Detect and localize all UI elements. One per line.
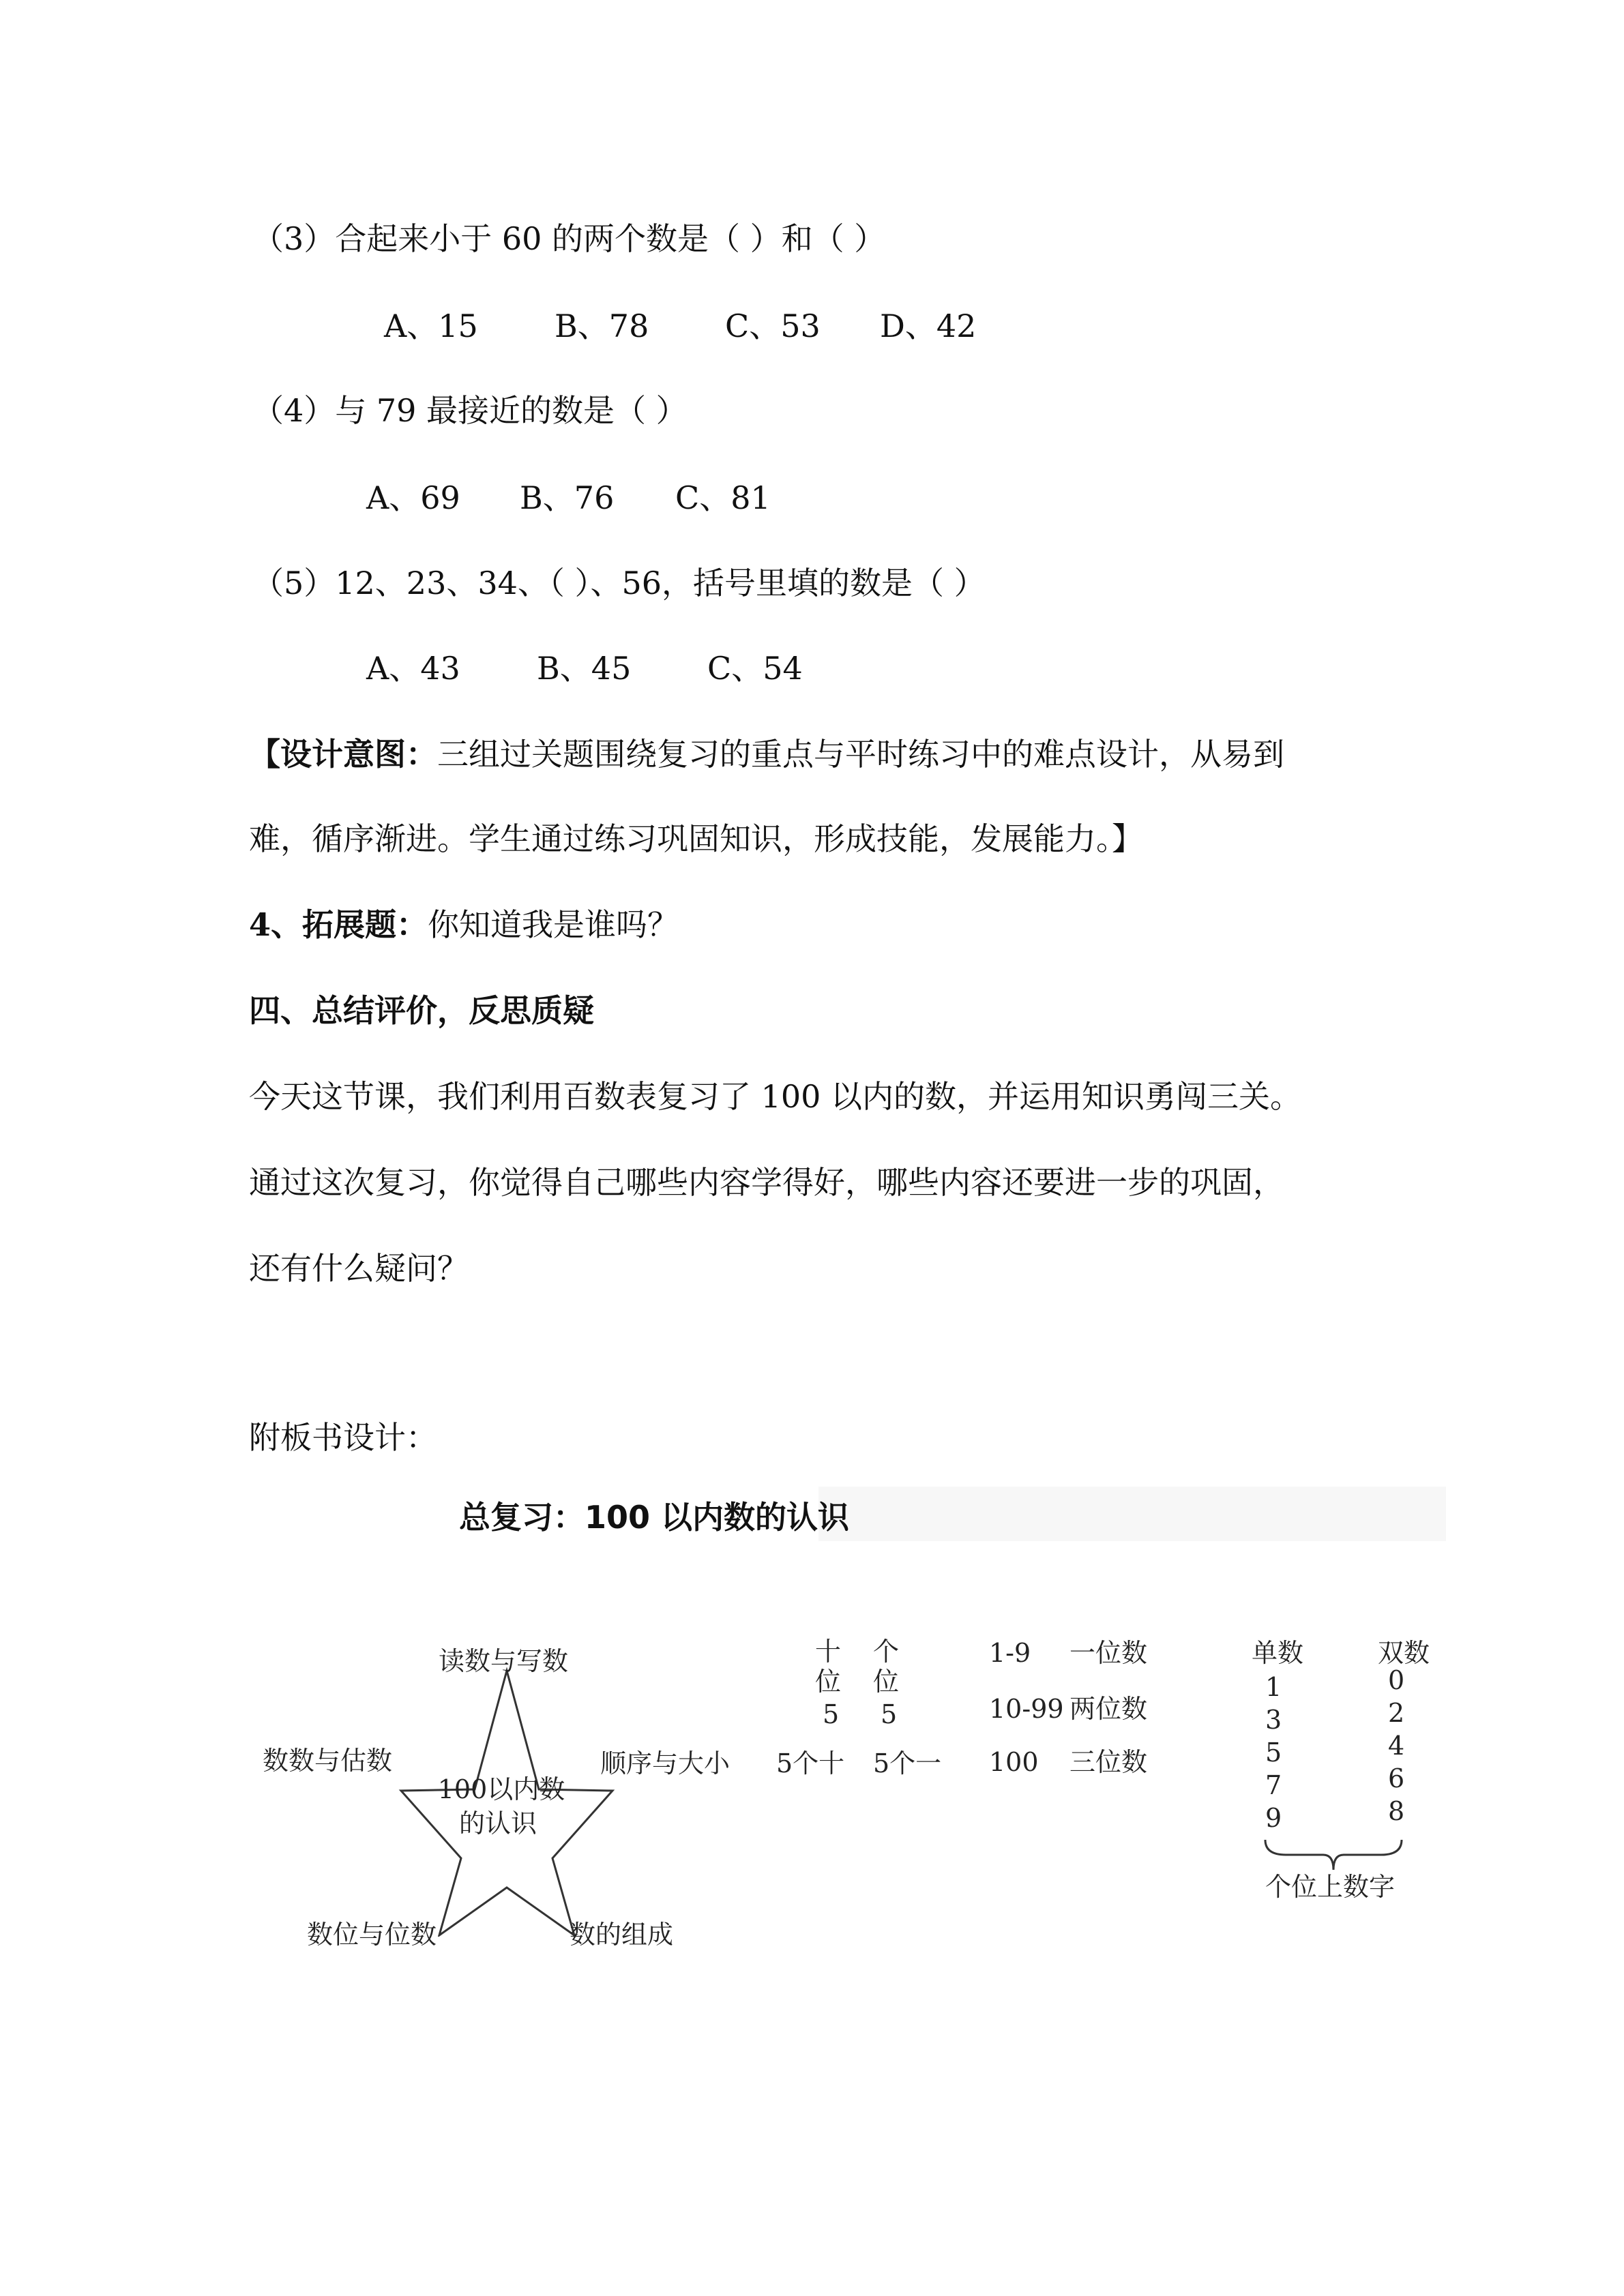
ones-header-2: 位	[873, 1667, 900, 1697]
curly-brace	[1258, 1834, 1408, 1875]
question-3-option-d: D、42	[880, 308, 977, 344]
odd-number-1: 1	[1265, 1672, 1282, 1702]
tens-header-1: 十	[815, 1637, 842, 1667]
question-4-option-c: C、81	[675, 479, 771, 516]
design-intent-line-1	[249, 734, 1284, 775]
digit-label-2: 两位数	[1069, 1694, 1148, 1724]
star-bottom-right-label: 数的组成	[570, 1920, 674, 1950]
question-4-option-a: A、69	[366, 479, 460, 516]
digit-range-1: 1-9	[989, 1638, 1031, 1668]
ones-count: 5个一	[873, 1748, 942, 1778]
section-4-heading: 四、总结评价，反思质疑	[249, 992, 594, 1029]
ones-header-1: 个	[873, 1637, 900, 1667]
even-number-3: 4	[1388, 1731, 1405, 1761]
question-3-stem: （3）合起来小于 60 的两个数是（ ）和（ ）	[252, 220, 886, 257]
even-number-2: 2	[1388, 1698, 1405, 1728]
even-number-5: 8	[1388, 1796, 1405, 1826]
star-bottom-left-label: 数位与位数	[307, 1920, 437, 1950]
odd-number-4: 7	[1265, 1770, 1282, 1800]
odd-header: 单数	[1252, 1638, 1304, 1668]
tens-digit: 5	[823, 1699, 840, 1729]
ones-digit: 5	[881, 1699, 898, 1729]
tens-count: 5个十	[776, 1748, 845, 1778]
odd-number-2: 3	[1265, 1705, 1282, 1735]
board-title: 总复习：100 以内数的认识	[459, 1499, 850, 1536]
star-top-label: 读数与写数	[438, 1646, 569, 1676]
summary-line-3: 还有什么疑问？	[249, 1250, 469, 1287]
design-intent-label: 【设计意图：	[249, 736, 437, 773]
star-left-label: 数数与估数	[263, 1746, 393, 1776]
odd-number-5: 9	[1265, 1803, 1282, 1833]
question-4-option-b: B、76	[520, 479, 615, 516]
digit-range-2: 10-99	[989, 1694, 1064, 1724]
summary-line-1: 今天这节课，我们利用百数表复习了 100 以内的数，并运用知识勇闯三关。	[249, 1078, 1302, 1115]
star-center-line-1: 100以内数	[437, 1774, 565, 1804]
question-4-stem: （4）与 79 最接近的数是（ ）	[252, 392, 688, 429]
digit-label-1: 一位数	[1069, 1638, 1148, 1668]
odd-number-3: 5	[1265, 1738, 1282, 1768]
extension-label: 4、拓展题：	[249, 906, 428, 943]
star-right-label: 顺序与大小	[600, 1748, 730, 1778]
question-3-option-c: C、53	[725, 308, 821, 344]
question-5-option-c: C、54	[707, 650, 803, 687]
extension-question	[249, 904, 679, 945]
question-3-option-a: A、15	[384, 308, 478, 344]
star-center-line-2: 的认识	[458, 1808, 537, 1838]
even-number-4: 6	[1388, 1763, 1405, 1793]
digit-label-3: 三位数	[1069, 1747, 1148, 1777]
appendix-label: 附板书设计：	[249, 1419, 437, 1456]
summary-line-2: 通过这次复习，你觉得自己哪些内容学得好，哪些内容还要进一步的巩固，	[249, 1164, 1284, 1201]
digit-range-3: 100	[989, 1747, 1039, 1777]
design-intent-text: 三组过关题围绕复习的重点与平时练习中的难点设计，从易到	[437, 736, 1284, 773]
board-title-band	[818, 1487, 1446, 1541]
question-5-option-b: B、45	[537, 650, 632, 687]
even-header: 双数	[1378, 1638, 1430, 1668]
extension-text: 你知道我是谁吗？	[428, 906, 679, 943]
design-intent-line-2: 难，循序渐进。学生通过练习巩固知识，形成技能，发展能力。】	[249, 820, 1143, 857]
tens-header-2: 位	[815, 1667, 842, 1697]
question-5-stem: （5）12、23、34、（ ）、56，括号里填的数是（ ）	[252, 565, 986, 601]
question-3-option-b: B、78	[555, 308, 649, 344]
ones-digit-caption: 个位上数字	[1265, 1872, 1396, 1902]
even-number-1: 0	[1388, 1665, 1405, 1695]
question-5-option-a: A、43	[366, 650, 460, 687]
